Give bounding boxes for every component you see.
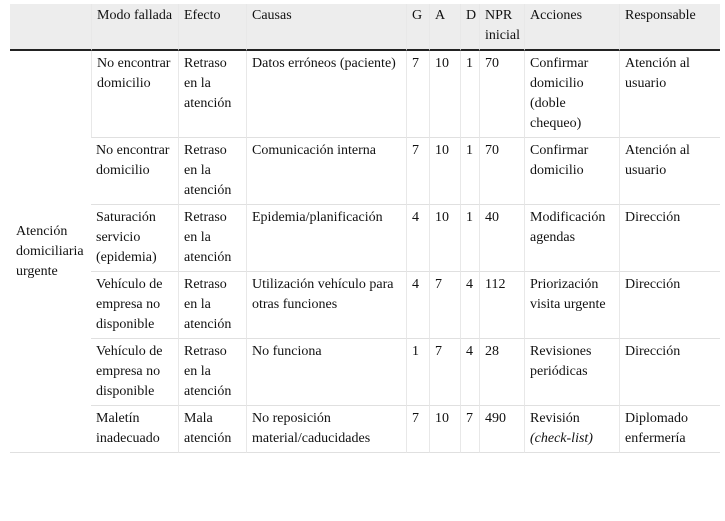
amfe-table [10, 4, 720, 453]
cell-acciones [524, 406, 619, 453]
header-npr: NPR inicial [479, 4, 524, 51]
cell-acciones: Confirmar domicilio [524, 138, 619, 205]
cell-a: 10 [429, 138, 460, 205]
cell-causas: Comunicación interna [246, 138, 406, 205]
cell-acciones: Confirmar domicilio (doble chequeo) [524, 51, 619, 138]
cell-causas: Utilización vehículo para otras funciones [246, 272, 406, 339]
cell-efecto: Retraso en la atención [178, 51, 246, 138]
cell-d: 4 [460, 272, 479, 339]
cell-efecto: Retraso en la atención [178, 272, 246, 339]
cell-g: 1 [406, 339, 429, 406]
cell-efecto: Retraso en la atención [178, 138, 246, 205]
header-g: G [406, 4, 429, 51]
cell-g: 4 [406, 205, 429, 272]
cell-npr: 70 [479, 138, 524, 205]
cell-modo: Vehículo de empresa no disponible [91, 339, 178, 406]
cell-causas: Datos erróneos (paciente) [246, 51, 406, 138]
cell-efecto: Retraso en la atención [178, 339, 246, 406]
header-acciones: Acciones [524, 4, 619, 51]
header-modo: Modo fallada [91, 4, 178, 51]
header-responsable: Responsable [619, 4, 720, 51]
cell-modo: Vehículo de empresa no disponible [91, 272, 178, 339]
cell-a: 10 [429, 51, 460, 138]
table-row [10, 272, 720, 339]
header-causas: Causas [246, 4, 406, 51]
cell-a: 7 [429, 272, 460, 339]
acciones-text: Revisión [530, 411, 580, 426]
acciones-italic-text: (check-list) [530, 431, 593, 446]
cell-a: 7 [429, 339, 460, 406]
table-row [10, 205, 720, 272]
group-label: Atención domiciliaria urgente [10, 51, 91, 453]
table-row [10, 406, 720, 453]
cell-causas: Epidemia/planificación [246, 205, 406, 272]
table-row [10, 51, 720, 138]
cell-d: 7 [460, 406, 479, 453]
cell-modo: No encontrar domicilio [91, 138, 178, 205]
cell-causas: No reposición material/caducidades [246, 406, 406, 453]
table-row [10, 339, 720, 406]
cell-responsable: Atención al usuario [619, 138, 720, 205]
cell-efecto: Mala atención [178, 406, 246, 453]
cell-modo: No encontrar domicilio [91, 51, 178, 138]
cell-npr: 112 [479, 272, 524, 339]
cell-a: 10 [429, 205, 460, 272]
cell-d: 1 [460, 51, 479, 138]
cell-responsable: Dirección [619, 205, 720, 272]
cell-acciones: Priorización visita urgente [524, 272, 619, 339]
cell-a: 10 [429, 406, 460, 453]
header-efecto: Efecto [178, 4, 246, 51]
cell-d: 1 [460, 138, 479, 205]
cell-npr: 40 [479, 205, 524, 272]
cell-responsable: Dirección [619, 272, 720, 339]
cell-npr: 70 [479, 51, 524, 138]
cell-g: 7 [406, 138, 429, 205]
cell-modo: Saturación servicio (epidemia) [91, 205, 178, 272]
header-blank [10, 4, 91, 51]
cell-causas: No funciona [246, 339, 406, 406]
cell-efecto: Retraso en la atención [178, 205, 246, 272]
cell-g: 7 [406, 51, 429, 138]
cell-modo: Maletín inadecuado [91, 406, 178, 453]
cell-responsable: Dirección [619, 339, 720, 406]
cell-responsable: Diplomado enfermería [619, 406, 720, 453]
cell-g: 4 [406, 272, 429, 339]
header-a: A [429, 4, 460, 51]
cell-acciones: Revisiones periódicas [524, 339, 619, 406]
header-d: D [460, 4, 479, 51]
cell-npr: 28 [479, 339, 524, 406]
cell-d: 4 [460, 339, 479, 406]
header-row [10, 4, 720, 51]
table-row [10, 138, 720, 205]
cell-g: 7 [406, 406, 429, 453]
cell-responsable: Atención al usuario [619, 51, 720, 138]
cell-npr: 490 [479, 406, 524, 453]
cell-d: 1 [460, 205, 479, 272]
cell-acciones: Modificación agendas [524, 205, 619, 272]
